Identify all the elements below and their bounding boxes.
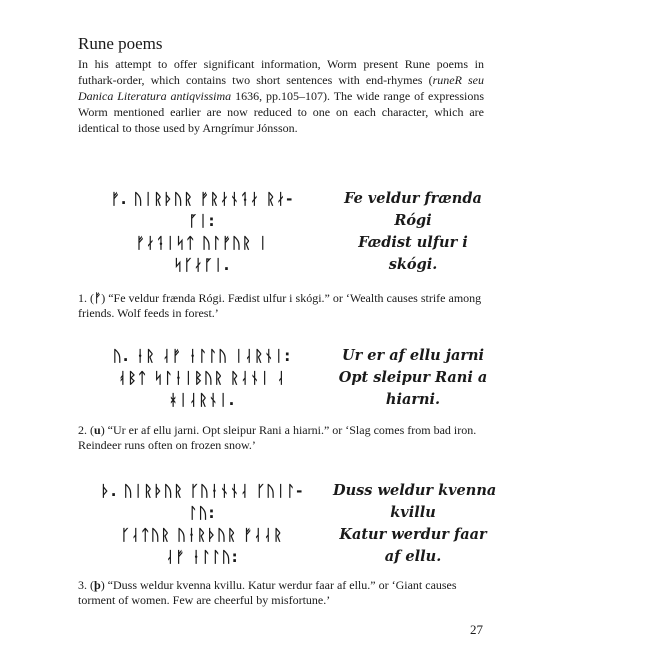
rune-line: ᚠ. ᚢᛁᚱᚦᚢᚱ ᚠᚱᛅᚾᛑᛅ ᚱᛅ- [110,190,294,208]
latin-line: Katur werdur faar [339,526,487,543]
rune-poem-1-caption [78,291,488,321]
rune-line: ᛋᚴᛅᚵᛁ. [173,256,231,274]
rune-poem-3-transliteration [333,480,497,568]
caption-number: 2. ( [78,423,94,437]
rune-poem-3 [78,480,497,572]
rune-line: ᚠᛅᛑᛁᛋᛏ ᚢᛚᚠᚢᚱ ᛁ [135,234,269,252]
latin-line: Duss weldur kvenna [333,482,497,499]
intro-paragraph [78,56,484,136]
rune-line: ᚢ. ᛂᚱ ᛆᚠ ᛂᛚᛚᚢ ᛁᛆᚱᚾᛁ: [112,347,292,365]
rune-poem-3-caption [78,578,488,608]
caption-number: 3. ( [78,578,94,592]
latin-line: Fædist ulfur i [358,234,468,251]
rune-poem-3-runes [78,480,326,568]
caption-text: ) “Ur er af ellu jarni. Opt sleipur Rani a hiarni.” or ‘Slag comes from bad iron. Reindeer runs often on frozen snow.’ [78,423,477,452]
rune-poem-1-runes [78,188,326,276]
caption-text: ) “Duss weldur kvenna kvillu. Katur werdur faar af ellu.” or ‘Giant causes torment of women. Few are cheerful by misfortune.’ [78,578,457,607]
latin-line: Opt sleipur Rani a [338,369,488,386]
caption-number: 1. ( [78,291,94,305]
rune-poem-1-transliteration [333,188,493,276]
latin-line: skógi. [388,256,438,273]
latin-line: af ellu. [384,548,442,565]
rune-line: ᚼᛁᛆᚱᚾᛁ. [168,391,236,409]
rune-poem-1 [78,188,488,280]
rune-line: ᚴᛆᛏᚢᚱ ᚢᛂᚱᚦᚢᚱ ᚠᛆᛆᚱ [120,526,284,544]
intro-text-after: 1636, pp.105–107). The wide range of expressions Worm mentioned earlier are now reduced to one on each character, which are identical to those used by Arngrímur Jónsson. [78,89,484,135]
rune-poem-2-runes [78,345,326,411]
latin-line: Fe veldur frænda [344,190,482,207]
rune-line: ᛆᚠ ᛂᛚᛚᚢ: [165,548,239,566]
caption-rune: þ [94,578,101,592]
page-number: 27 [470,622,483,637]
rune-poem-2-caption [78,423,488,453]
latin-line: Ur er af ellu jarni [341,347,485,364]
rune-line: ᛚᚢ: [188,504,216,522]
rune-poem-2-transliteration [333,345,493,411]
caption-rune: u [94,423,101,437]
caption-text: ) “Fe veldur frænda Rógi. Fædist ulfur i skógi.” or ‘Wealth causes strife among friends. Wolf feeds in forest.’ [78,291,482,320]
rune-poem-2 [78,345,488,415]
section-heading: Rune poems [78,34,163,53]
rune-line: ᚵᛁ: [188,212,216,230]
latin-line: hiarni. [385,391,441,408]
rune-line: ᚦ. ᚢᛁᚱᚦᚢᚱ ᚴᚢᛂᚾᚾᛆ ᚴᚢᛁᛚ- [100,482,304,500]
latin-line: Rógi [394,212,432,229]
intro-citation: runeR seu Danica Literatura antiqvissima [78,73,485,103]
intro-text-before: In his attempt to offer significant information, Worm present Rune poems in futhark-order, which contains two short sentences with end-rhymes ( [78,57,484,87]
rune-line: ᚮᛒᛏ ᛋᛚᛂᛁᛒᚢᚱ ᚱᛆᚾᛁ ᛆ [117,369,287,387]
caption-rune: ᚠ [94,291,102,305]
latin-line: kvillu [390,504,436,521]
